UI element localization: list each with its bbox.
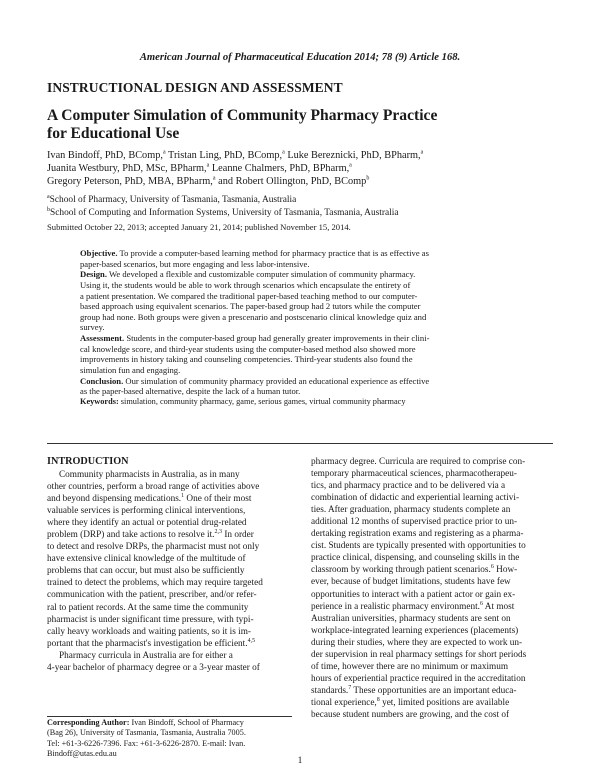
abstract-line: as the paper-based alternative, despite the lack of a human tutor. [80, 386, 301, 397]
left-column-text [47, 469, 292, 674]
abstract-line: Objective. To provide a computer-based learning method for pharmacy practice that is as effective as [80, 248, 429, 258]
keywords-label: Keywords: [80, 396, 119, 406]
citation-mark: 1 [181, 493, 185, 500]
body-text-line: cist. Students are typically presented with opportunities to [311, 541, 526, 552]
design-label: Design. [80, 269, 107, 280]
abstract-line: a patient presentation. We compared the traditional paper-based teaching method to our computer- [80, 290, 418, 301]
abstract-line: Conclusion. Our simulation of community pharmacy provided an educational experience as effective [80, 375, 430, 386]
body-text-line: have extensive clinical knowledge of the multitude of [47, 554, 246, 565]
body-text-line: perience in a realistic pharmacy environment.$^6$ At most [311, 600, 515, 612]
right-column [311, 456, 556, 721]
body-text-line: of time, however there are no minimum or maximum [311, 661, 509, 672]
body-text-line: dertaking registration exams and registering as a pharma- [311, 529, 524, 540]
submission-dates: Submitted October 22, 2013; accepted January 21, 2014; published November 15, 2014. [47, 222, 351, 232]
body-text-line: Australian universities, pharmacy students are sent on [311, 613, 511, 624]
abstract-line: group had none. Both groups were given a prescenario and postscenario clinical knowledge quiz and [80, 311, 427, 322]
abstract-line: survey. [80, 322, 105, 333]
body-text-line: pharmacy degree. Curricula are required to comprise con- [311, 457, 526, 467]
abstract-line: Using it, the students would be able to work through scenarios which encapsulate the entirety of [80, 279, 411, 290]
body-text-line: ral to patient records. At the same time the community [47, 602, 249, 613]
body-text-line: where they identify an actual or potential drug-related [47, 518, 247, 529]
citation-mark: 6 [490, 564, 494, 571]
corresponding-author: Corresponding Author: Ivan Bindoff, School of Pharmacy (Bag 26), University of Tasmania, Tasmania, Australia 7005. Tel: +61-3-6226-7396. Fax: +61-3-6226-2870. E-mail: Ivan. Bindoff@utas.edu.au [47, 718, 246, 759]
objective-label: Objective. [80, 248, 118, 258]
title-line: for Educational Use [47, 125, 180, 142]
title-line: A Computer Simulation of Community Pharmacy Practice [47, 107, 438, 124]
conclusion-label: Conclusion. [80, 375, 124, 386]
affiliation: $^a$School of Pharmacy, University of Tasmania, Tasmania, Australia [47, 193, 297, 205]
right-column-text [311, 456, 556, 721]
body-text-line: because student numbers are growing, and the cost of [311, 709, 510, 720]
abstract-line: Design. We developed a flexible and customizable computer simulation of community pharmacy. [80, 269, 416, 280]
affiliation: $^b$School of Computing and Information Systems, University of Tasmania, Tasmania, Australia [47, 206, 399, 218]
citation-mark: 8 [376, 696, 380, 703]
body-text-line: to detect and resolve DRPs, the pharmacist must not only [47, 542, 260, 553]
body-text-line: portant that the pharmacist's investigation be efficient.$^{4,5}$ [47, 637, 256, 649]
abstract-line: simulation fun and engaging. [80, 365, 181, 376]
body-text-line: problems that can occur, but must also be sufficiently [47, 566, 245, 577]
body-text-line: der supervision in real pharmacy settings for short periods [311, 649, 527, 660]
body-text-line: practice clinical, dispensing, and counseling skills in the [311, 553, 520, 564]
keywords-line: Keywords: simulation, community pharmacy, game, serious games, virtual community pharmacy [80, 396, 406, 406]
body-text-line: trained to detect the problems, which may require targeted [47, 578, 263, 589]
body-text-line: valuable services is performing clinical interventions, [47, 506, 246, 517]
abstract-line: Assessment. Students in the computer-based group had generally greater improvements in their clini- [80, 333, 430, 344]
body-text-line: additional 12 months of supervised practice prior to un- [311, 517, 518, 528]
body-text-line: other countries, perform a broad range of activities above [47, 482, 260, 493]
page-number: 1 [297, 756, 303, 766]
abstract-line: based approach using equivalent scenarios. The paper-based group had 2 tutors while the computer [80, 301, 421, 312]
article-title [47, 107, 567, 143]
abstract-line: cal knowledge score, and third-year students using the computer-based method also showed more [80, 343, 416, 354]
citation-mark: 2,3 [214, 529, 222, 536]
footnote-divider [47, 716, 292, 717]
author-list [47, 149, 567, 189]
body-text-line: Pharmacy curricula in Australia are for either a [59, 650, 233, 661]
citation-mark: 6 [480, 600, 483, 607]
body-text-line: ties. After graduation, pharmacy students complete an [311, 505, 511, 516]
body-text-line: tics, and pharmacy practice and to be delivered via a [311, 481, 506, 492]
abstract [80, 248, 552, 408]
abstract-line: improvements in history taking and counseling competencies. Third-year students also found the [80, 354, 413, 365]
section-heading: INSTRUCTIONAL DESIGN AND ASSESSMENT [47, 80, 343, 95]
affiliations [47, 194, 567, 220]
introduction-heading: INTRODUCTION [47, 456, 129, 467]
body-text-line: cally heavy workloads and waiting patients, so it is im- [47, 626, 251, 637]
body-text-line: pharmacist is under significant time pressure, with typi- [47, 614, 254, 625]
body-text-line: hours of experiential practice required in the accreditation [311, 673, 526, 684]
citation-mark: 4,5 [247, 637, 256, 644]
body-text-line: standards.$^7$ These opportunities are an important educa- [311, 684, 517, 696]
body-text-line: temporary pharmaceutical sciences, pharmacotherapeu- [311, 469, 517, 480]
body-text-line: opportunities to interact with a patient actor or gain ex- [311, 589, 516, 600]
author-line: Gregory Peterson, PhD, MBA, BPharm,$^a$ and Robert Ollington, PhD, BComp$^b$ [47, 175, 370, 188]
body-text-line: Community pharmacists in Australia, as in many [59, 470, 240, 480]
body-text-line: during their studies, where they are expected to work un- [311, 637, 523, 648]
citation-mark: 7 [348, 684, 352, 691]
body-text-line: tional experience,$^8$ yet, limited positions are available [311, 696, 510, 708]
body-text-line: ever, because of budget limitations, students have few [311, 577, 511, 588]
abstract-line: paper-based scenarios, but more engaging and less labor-intensive. [80, 258, 310, 269]
abstract-divider [47, 443, 553, 444]
body-text-line: 4-year bachelor of pharmacy degree or a 3-year master of [47, 662, 260, 673]
journal-header: American Journal of Pharmaceutical Education 2014; 78 (9) Article 168. [139, 52, 461, 63]
assessment-label: Assessment. [80, 333, 125, 344]
body-text-line: workplace-integrated learning experiences (placements) [311, 625, 519, 636]
author-line: Juanita Westbury, PhD, MSc, BPharm,$^a$ Leanne Chalmers, PhD, BPharm,$^a$ [47, 162, 352, 175]
author-line: Ivan Bindoff, PhD, BComp,$^a$ Tristan Ling, PhD, BComp,$^a$ Luke Bereznicki, PhD, BPharm,$^a$ [47, 149, 424, 161]
left-column [47, 456, 292, 674]
body-text-line: classroom by working through patient scenarios.$^6$ How- [311, 564, 518, 576]
body-text-line: combination of didactic and experiential learning activi- [311, 493, 520, 504]
corresponding-author-label: Corresponding Author: [47, 718, 130, 727]
body-text-line: communication with the patient, prescriber, and/or refer- [47, 590, 257, 601]
body-text-line: problem (DRP) and take actions to resolve it.$^{2,3}$ In order [47, 529, 254, 541]
body-text-line: and beyond dispensing medications.$^1$ One of their most [47, 493, 252, 505]
